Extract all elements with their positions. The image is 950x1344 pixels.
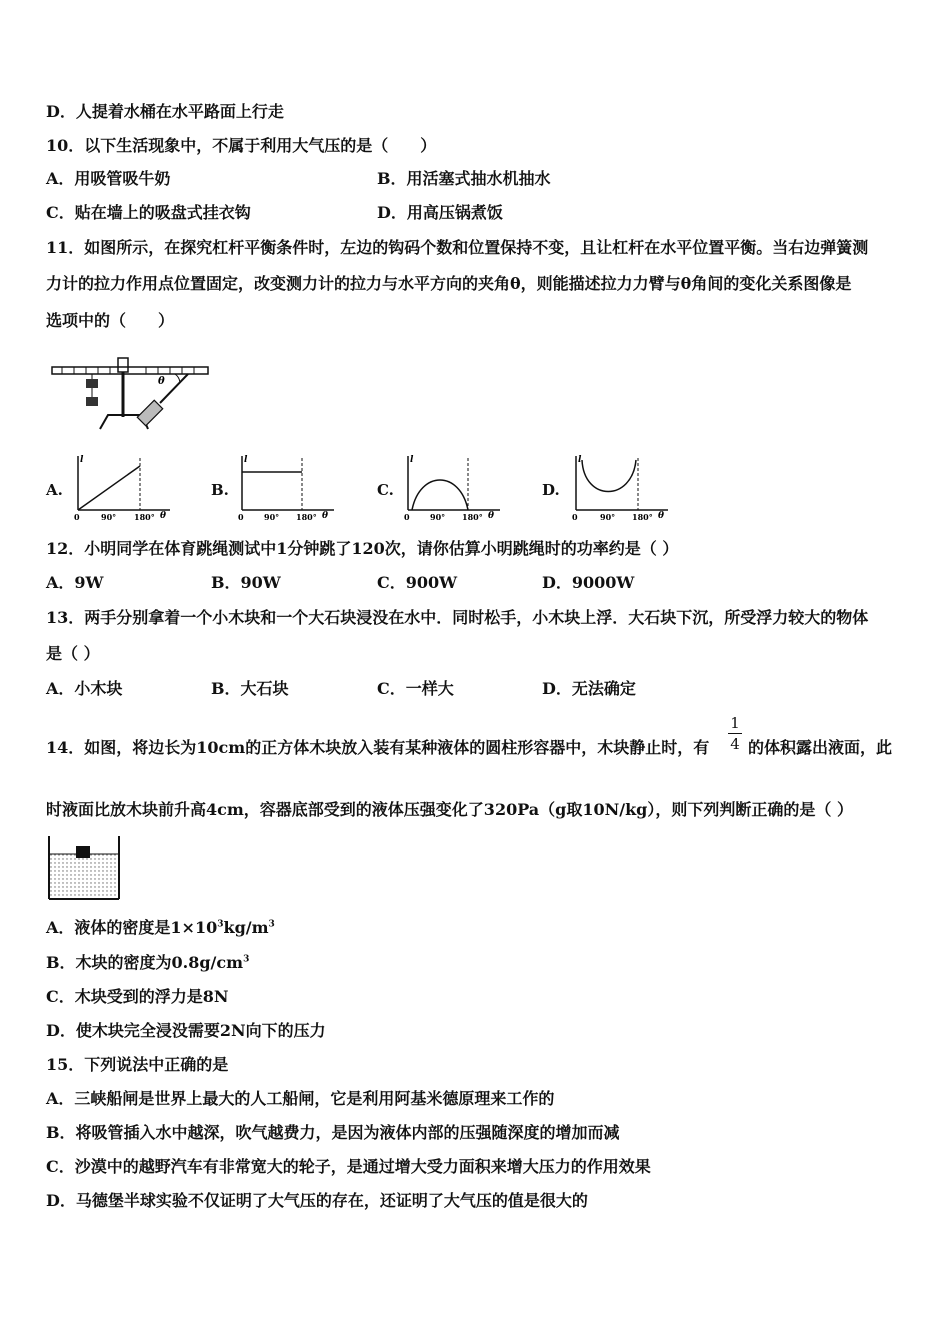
q11-stem-line2: 力计的拉力作用点位置固定，改变测力计的拉力与水平方向的夹角θ，则能描述拉力力臂与θ角间的变化关系图像是 <box>46 274 852 293</box>
lever-theta-label: θ <box>158 376 165 387</box>
svg-text:0: 0 <box>572 512 578 522</box>
q10-option-c: C．贴在墙上的吸盘式挂衣钩 <box>46 203 251 222</box>
q13-stem-line2: 是（ ） <box>46 644 100 663</box>
q12-option-c: C．900W <box>377 573 458 592</box>
graph-option-a-label: A. <box>46 481 63 499</box>
q14-stem-line2: 时液面比放木块前升高4cm，容器底部受到的液体压强变化了320Pa（g取10N/kg），则下列判断正确的是（ ） <box>46 800 853 819</box>
q12-option-a: A．9W <box>46 573 104 592</box>
q15-option-a: A．三峡船闸是世界上最大的人工船闸，它是利用阿基米德原理来工作的 <box>46 1089 555 1108</box>
graph-d-u-shape <box>566 452 671 524</box>
q13-option-b: B．大石块 <box>211 679 289 698</box>
q13-option-c: C．一样大 <box>377 679 454 698</box>
svg-text:θ: θ <box>488 511 495 521</box>
q12-option-b: B．90W <box>211 573 281 592</box>
q14-option-b: B．木块的密度为$0.8g/cm^3$ <box>46 953 250 972</box>
graph-option-c-label: C. <box>377 481 394 499</box>
graph-option-d-label: D. <box>542 481 560 499</box>
lever-apparatus-figure <box>50 355 210 435</box>
svg-text:90°: 90° <box>264 512 280 522</box>
fraction-denominator: 4 <box>730 735 740 753</box>
svg-text:90°: 90° <box>101 512 117 522</box>
q15-option-d: D．马德堡半球实验不仅证明了大气压的存在，还证明了大气压的值是很大的 <box>46 1191 588 1210</box>
svg-text:θ: θ <box>322 511 329 521</box>
svg-text:180°: 180° <box>134 512 155 522</box>
q13-option-a: A．小木块 <box>46 679 123 698</box>
graph-option-b-label: B. <box>211 481 229 499</box>
q13-option-d: D．无法确定 <box>542 679 636 698</box>
q14-option-d: D．使木块完全浸没需要2N向下的压力 <box>46 1021 326 1040</box>
q10-stem: 10．以下生活现象中，不属于利用大气压的是（ ） <box>46 136 437 155</box>
svg-text:90°: 90° <box>600 512 616 522</box>
q14-stem-line1a: 14．如图，将边长为10cm的正方体木块放入装有某种液体的圆柱形容器中，木块静止时，有 <box>46 738 710 757</box>
q14-option-a: A．液体的密度是$1\times 10^3kg/m^3$ <box>46 918 275 937</box>
svg-text:90°: 90° <box>430 512 446 522</box>
q9-option-d: D．人提着水桶在水平路面上行走 <box>46 102 284 121</box>
svg-text:θ: θ <box>658 511 665 521</box>
svg-text:l: l <box>578 455 582 465</box>
svg-text:0: 0 <box>74 512 80 522</box>
q14-option-c: C．木块受到的浮力是8N <box>46 987 229 1006</box>
container-with-block-figure <box>46 834 124 902</box>
q13-stem-line1: 13．两手分别拿着一个小木块和一个大石块浸没在水中．同时松手，小木块上浮．大石块下沉，所受浮力较大的物体 <box>46 608 869 627</box>
svg-text:l: l <box>244 455 248 465</box>
svg-text:l: l <box>80 455 84 465</box>
svg-text:θ: θ <box>160 511 167 521</box>
q10-option-b: B．用活塞式抽水机抽水 <box>377 169 551 188</box>
graph-b-constant <box>232 452 337 524</box>
svg-text:0: 0 <box>404 512 410 522</box>
q11-stem-line3: 选项中的（ ） <box>46 311 175 330</box>
one-quarter-fraction <box>728 714 742 753</box>
fraction-numerator: 1 <box>730 714 740 732</box>
q12-stem: 12．小明同学在体育跳绳测试中1分钟跳了120次，请你估算小明跳绳时的功率约是（ ） <box>46 539 679 558</box>
graph-c-arch <box>398 452 503 524</box>
svg-text:180°: 180° <box>462 512 483 522</box>
graph-a-linear <box>68 452 173 524</box>
q10-option-d: D．用高压锅煮饭 <box>377 203 503 222</box>
q11-stem-line1: 11．如图所示，在探究杠杆平衡条件时，左边的钩码个数和位置保持不变，且让杠杆在水平位置平衡。当右边弹簧测 <box>46 238 869 257</box>
svg-text:0: 0 <box>238 512 244 522</box>
q15-option-b: B．将吸管插入水中越深，吹气越费力，是因为液体内部的压强随深度的增加而减 <box>46 1123 620 1142</box>
q15-stem: 15．下列说法中正确的是 <box>46 1055 229 1074</box>
svg-text:l: l <box>410 455 414 465</box>
q14-stem-line1b: 的体积露出液面，此 <box>748 738 893 757</box>
q10-option-a: A．用吸管吸牛奶 <box>46 169 171 188</box>
q12-option-d: D．9000W <box>542 573 635 592</box>
svg-text:180°: 180° <box>296 512 317 522</box>
svg-text:180°: 180° <box>632 512 653 522</box>
q15-option-c: C．沙漠中的越野汽车有非常宽大的轮子，是通过增大受力面积来增大压力的作用效果 <box>46 1157 651 1176</box>
